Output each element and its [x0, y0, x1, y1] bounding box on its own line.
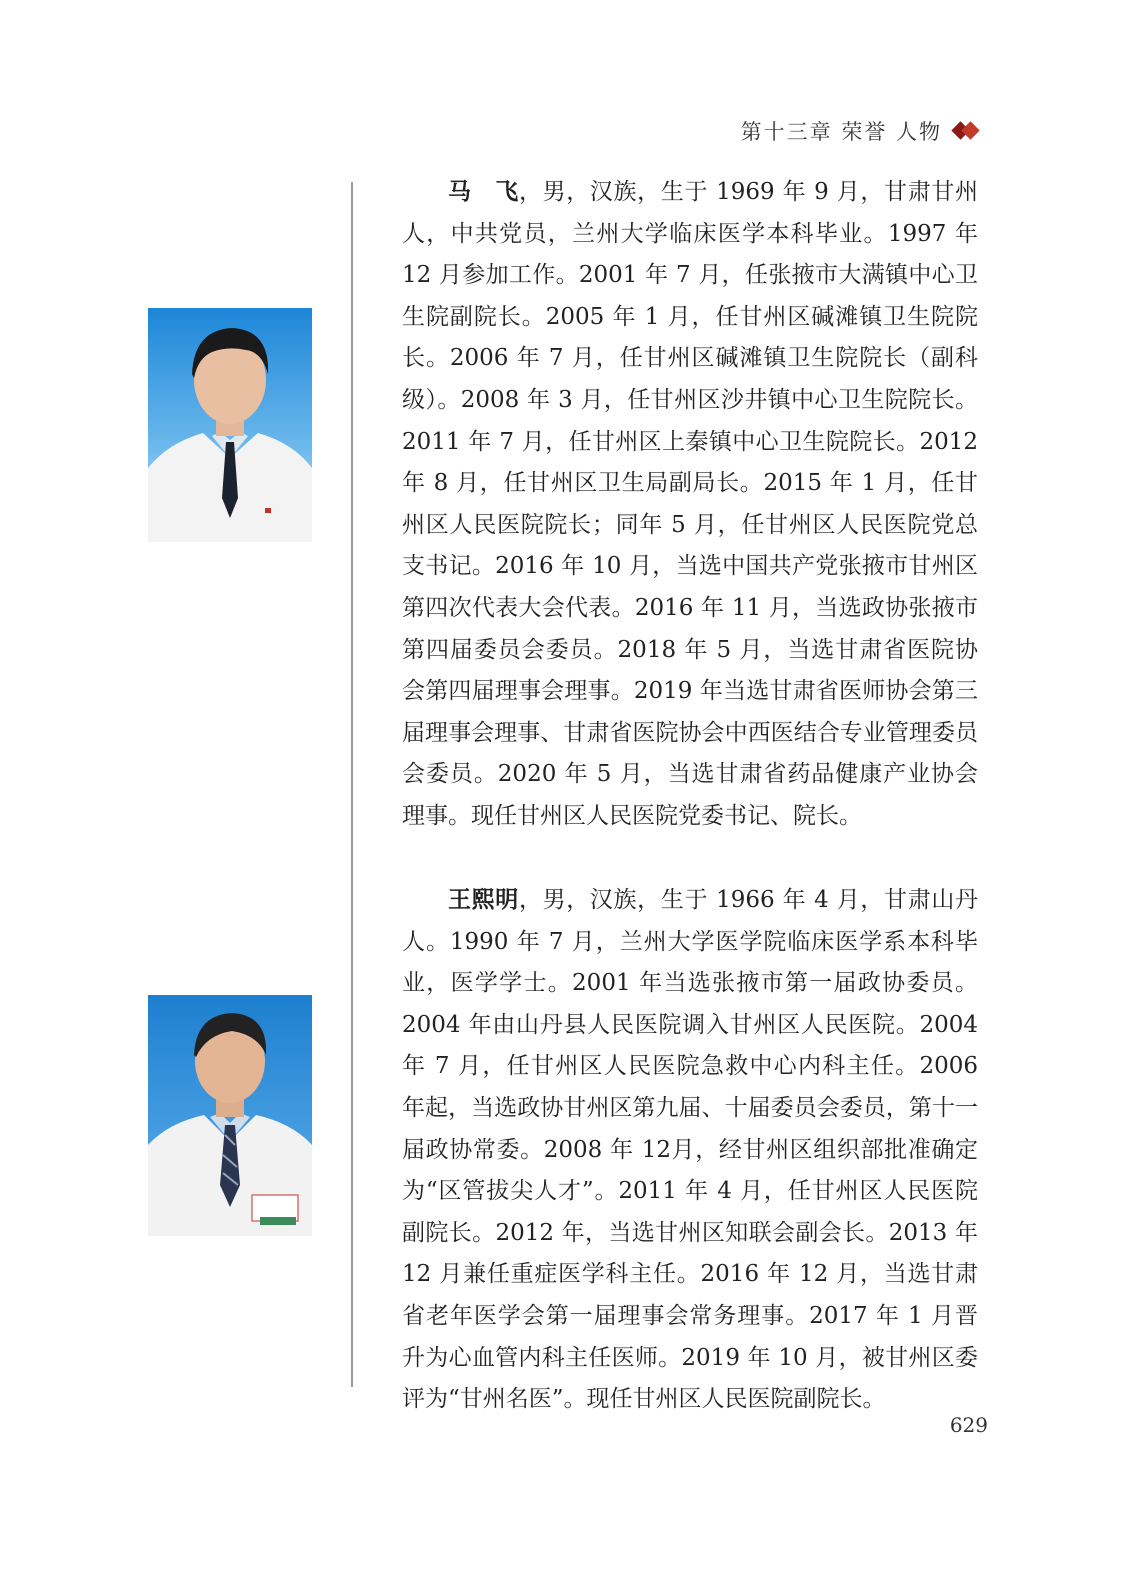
column-divider	[351, 182, 353, 1387]
portrait-photo-ma-fei	[148, 308, 312, 542]
biography-entry	[402, 172, 978, 838]
biography-entry	[402, 880, 978, 1421]
running-head	[741, 116, 982, 146]
biography-text: ，男，汉族，生于 1969 年 9 月，甘肃甘州人，中共党员，兰州大学临床医学本科毕业。1997 年 12 月参加工作。2001 年 7 月，任张掖市大满镇中心卫生院副院长。2005 年 1 月，任甘州区碱滩镇卫生院院长。2006 年 7 月，任甘州区碱滩镇卫生院院长（副科级）。2008 年 3 月，任甘州区沙井镇中心卫生院院长。2011 年 7 月，任甘州区上秦镇中心卫生院院长。2012 年 8 月，任甘州区卫生局副局长。2015 年 1 月，任甘州区人民医院院长；同年 5 月，任甘州区人民医院党总支书记。2016 年 10 月，当选中国共产党张掖市甘州区第四次代表大会代表。2016 年 11 月，当选政协张掖市第四届委员会委员。2018 年 5 月，当选甘肃省医院协会第四届理事会理事。2019 年当选甘肃省医师协会第三届理事会理事、甘肃省医院协会中西医结合专业管理委员会委员。2020 年 5 月，当选甘肃省药品健康产业协会理事。现任甘州区人民医院党委书记、院长。	[402, 179, 979, 829]
ornament-diamond-icon	[952, 120, 982, 142]
chapter-title: 第十三章 荣誉 人物	[740, 120, 942, 144]
page-number: 629	[949, 1413, 988, 1437]
person-name: 马 飞	[448, 179, 519, 205]
person-name: 王熙明	[448, 887, 519, 913]
biography-text: ，男，汉族，生于 1966 年 4 月，甘肃山丹人。1990 年 7 月，兰州大学医学院临床医学系本科毕业，医学学士。2001 年当选张掖市第一届政协委员。2004 年由山丹县人民医院调入甘州区人民医院。2004 年 7 月，任甘州区人民医院急救中心内科主任。2006 年起，当选政协甘州区第九届、十届委员会委员，第十一届政协常委。2008 年 12月，经甘州区组织部批准确定为“区管拔尖人才”。2011 年 4 月，任甘州区人民医院副院长。2012 年，当选甘州区知联会副会长。2013 年 12 月兼任重症医学科主任。2016 年 12 月，当选甘肃省老年医学会第一届理事会常务理事。2017 年 1 月晋升为心血管内科主任医师。2019 年 10 月，被甘州区委评为“甘州名医”。现任甘州区人民医院副院长。	[402, 887, 979, 1413]
portrait-photo-wang-ximing	[148, 995, 312, 1236]
